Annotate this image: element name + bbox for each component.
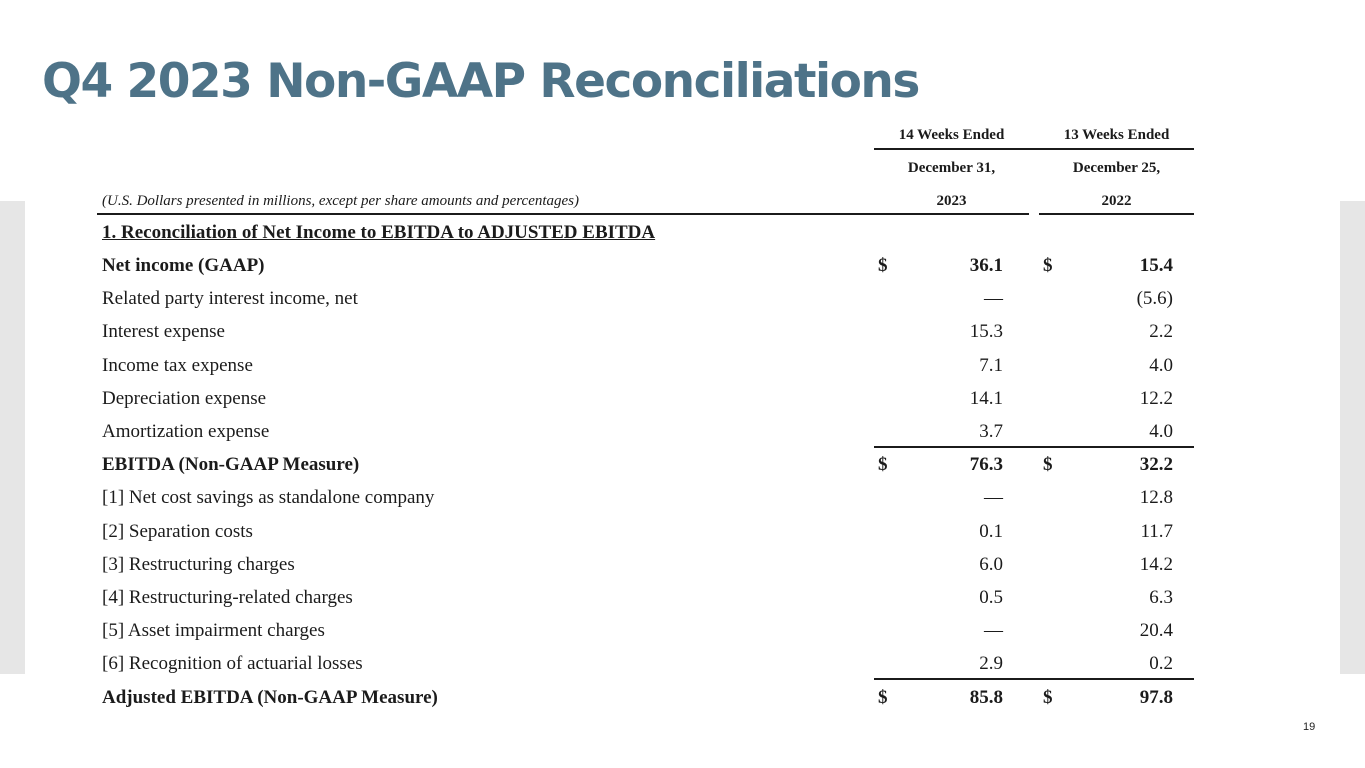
row-label: Interest expense [102,321,225,343]
table-row [102,615,1194,648]
value-2023: 0.5 [979,587,1003,608]
row-label: Depreciation expense [102,387,267,409]
value-2023: 7.1 [979,354,1003,376]
table-row [102,250,1194,283]
value-2022: 2.2 [1149,321,1173,343]
value-2023: 15.3 [969,321,1003,343]
col1-header-line1: 14 Weeks Ended [898,127,1005,143]
header-rule-top [874,148,1194,150]
currency-2023: $ [878,255,888,276]
value-2022: 6.3 [1149,587,1173,608]
table-row [102,283,1194,316]
header-rule-right [1039,213,1194,215]
table-row [102,416,1194,449]
value-2023: — [984,288,1003,310]
left-side-bar [0,201,25,674]
table-row [102,350,1194,383]
value-2022: 4.0 [1149,421,1173,442]
col2-header-line2: December 25, [1072,160,1161,176]
row-label: [1] Net cost savings as standalone company [102,487,435,509]
col2-header-line1: 13 Weeks Ended [1063,127,1170,143]
table-row [102,482,1194,515]
value-2022: 32.2 [1139,454,1173,476]
value-2022: 97.8 [1139,686,1173,708]
page-title: Q4 2023 Non-GAAP Reconciliations [42,54,919,109]
value-2023: 14.1 [969,387,1003,409]
table-row [102,449,1194,482]
right-side-bar [1340,201,1365,674]
value-2023: 6.0 [979,553,1003,575]
table-row [102,682,1194,715]
value-2023: 0.1 [979,520,1003,542]
currency-2022: $ [1043,255,1053,276]
header-rule-left [97,213,1029,215]
row-label: Net income (GAAP) [102,255,265,276]
value-2022: 0.2 [1149,653,1173,675]
row-label: [5] Asset impairment charges [102,620,325,642]
currency-2023: $ [878,454,888,476]
currency-2023: $ [878,686,888,708]
row-label: [2] Separation costs [102,520,253,542]
col2-header-line3: 2022 [1101,193,1132,209]
value-2023: — [984,487,1003,509]
value-2022: 12.2 [1139,387,1173,409]
currency-2022: $ [1043,686,1053,708]
table-row [102,549,1194,582]
row-label: Related party interest income, net [102,288,358,310]
table-row [102,383,1194,416]
row-label: [6] Recognition of actuarial losses [102,653,363,675]
value-2022: 15.4 [1139,255,1173,276]
col1-header-line3: 2023 [936,193,967,209]
value-2022: 14.2 [1139,553,1173,575]
page-number: 19 [1303,721,1316,733]
table-row [102,648,1194,681]
row-label: EBITDA (Non-GAAP Measure) [102,454,360,476]
value-2023: 76.3 [969,454,1003,476]
row-label: [3] Restructuring charges [102,553,295,575]
value-2022: 4.0 [1149,354,1173,376]
value-2023: 3.7 [979,421,1003,442]
row-label: Amortization expense [102,421,270,442]
row-label: Income tax expense [102,354,253,376]
value-2022: 12.8 [1139,487,1173,509]
value-2023: 2.9 [979,653,1003,675]
row-label: [4] Restructuring-related charges [102,587,353,608]
ebitda-rule [874,446,1194,448]
value-2023: 36.1 [969,255,1003,276]
table-row [102,582,1194,615]
row-label: Adjusted EBITDA (Non-GAAP Measure) [102,686,438,708]
value-2023: — [984,620,1003,642]
table-row [102,316,1194,349]
value-2022: (5.6) [1136,288,1173,310]
adjusted-ebitda-rule [874,678,1194,680]
value-2022: 11.7 [1140,520,1173,542]
value-2023: 85.8 [969,686,1003,708]
table-row [102,516,1194,549]
currency-2022: $ [1043,454,1053,476]
section-title: 1. Reconciliation of Net Income to EBITDA to ADJUSTED EBITDA [102,222,656,243]
units-note: (U.S. Dollars presented in millions, except per share amounts and percentages) [102,193,580,209]
col1-header-line2: December 31, [907,160,996,176]
value-2022: 20.4 [1139,620,1173,642]
